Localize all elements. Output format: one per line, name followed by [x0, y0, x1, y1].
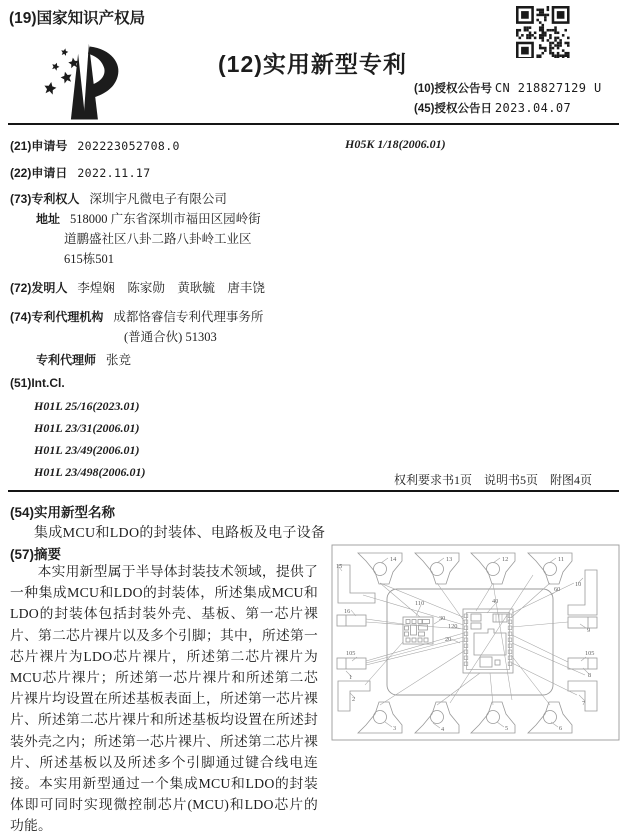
qr-code	[514, 5, 572, 58]
ref-label: 4	[441, 726, 445, 733]
agency-line	[10, 307, 263, 325]
agent-line	[36, 350, 131, 368]
inventors-value: 李煌娴 陈家勋 黄耿毓 唐丰饶	[77, 281, 265, 295]
application-number-line	[10, 137, 180, 154]
ref-label: 20	[445, 636, 452, 643]
intcl-code-1: H01L 25/16(2023.01)	[34, 399, 140, 413]
ref-label: 2	[352, 696, 356, 703]
inventors-line	[10, 278, 265, 296]
ref-label: 15	[336, 563, 343, 570]
ref-label: 110	[415, 600, 425, 607]
document-type-title: (12)实用新型专利	[218, 51, 407, 77]
patentee-value: 深圳宇凡微电子有限公司	[89, 192, 227, 206]
patentee-line	[10, 189, 227, 207]
ref-label: 7	[582, 700, 586, 707]
lead-pins	[337, 553, 597, 733]
office-name: (19)国家知识产权局	[9, 10, 146, 27]
ipc-main-code: H05K 1/18(2006.01)	[345, 137, 446, 151]
ref-label: 6	[559, 725, 563, 732]
address-line-2: 道鹏盛社区八卦二路八卦岭工业区	[64, 232, 252, 246]
app-date-label: (22)申请日	[10, 166, 68, 180]
ref-label: 3	[393, 725, 397, 732]
ref-label: 12	[502, 556, 509, 563]
ref-label: 9	[587, 627, 591, 634]
patent-figure	[330, 543, 621, 742]
publication-number-line	[414, 80, 602, 96]
intcl-code-2: H01L 23/31(2006.01)	[34, 421, 140, 435]
title-section-label: (54)实用新型名称	[10, 505, 116, 520]
ref-label: 105	[346, 650, 356, 657]
ldo-die	[403, 617, 433, 644]
ref-label: 16	[344, 608, 351, 615]
section-divider	[8, 490, 619, 492]
ref-label: 1	[349, 674, 353, 681]
agency-label: (74)专利代理机构	[10, 310, 104, 324]
inventors-label: (72)发明人	[10, 281, 68, 295]
package-outline	[332, 545, 619, 740]
ref-label: 40	[492, 598, 499, 605]
agency-value: 成都恪睿信专利代理事务所	[113, 310, 264, 324]
app-date-value: 2022.11.17	[77, 166, 151, 180]
pub-date-value: 2023.04.07	[494, 101, 572, 115]
ref-label: 10	[575, 581, 582, 588]
ref-label: 8	[588, 672, 592, 679]
ref-label: 11	[558, 556, 565, 563]
ref-label: 105	[585, 650, 595, 657]
abstract-section-label: (57)摘要	[10, 547, 62, 562]
pub-no-label: (10)授权公告号	[414, 83, 492, 95]
ref-label: 5	[505, 725, 509, 732]
ref-label: 60	[554, 586, 561, 593]
address-value-1: 518000 广东省深圳市福田区园岭街	[70, 212, 261, 226]
app-no-value: 202223052708.0	[77, 139, 180, 153]
intcl-label: (51)Int.Cl.	[10, 376, 65, 390]
pub-no-value: CN 218827129 U	[494, 81, 602, 95]
address-label: 地址	[36, 212, 61, 226]
application-date-line	[10, 164, 151, 181]
utility-model-title: 集成MCU和LDO的封装体、电路板及电子设备	[34, 526, 326, 541]
app-no-label: (21)申请号	[10, 139, 68, 153]
pub-date-label: (45)授权公告日	[414, 103, 492, 115]
mcu-die	[463, 609, 513, 673]
ref-label: 30	[439, 615, 446, 622]
cnipa-logo-icon	[34, 40, 124, 126]
agent-label: 专利代理师	[36, 353, 97, 367]
pages-info: 权利要求书1页 说明书5页 附图4页	[393, 473, 592, 487]
figure-reference-numerals	[336, 556, 594, 733]
agent-value: 张竞	[106, 353, 132, 367]
abstract-text: 本实用新型属于半导体封装技术领域，提供了一种集成MCU和LDO的封装体，所述集成MCU和LDO的封装体包括封装外壳、基板、第一芯片裸片、第二芯片裸片以及多个引脚；其中，所述第一芯片裸片为LDO芯片裸片，所述第二芯片裸片为MCU芯片裸片；所述第一芯片裸片和所述第二芯片裸片均设置在所述基板表面上，所述第一芯片裸片、所述第二芯片裸片和所述基板均设置在所述封装外壳之内；所述第一芯片裸片、所述第二芯片裸片、所述基板以及所述多个引脚通过键合线电连接。本实用新型通过一个集成MCU和LDO的封装体即可同时实现微控制芯片(MCU)和LDO芯片的功能。	[10, 564, 318, 834]
header-divider	[8, 123, 619, 125]
ref-label: 13	[446, 556, 453, 563]
address-line-1	[36, 209, 261, 227]
ref-label: 120	[448, 623, 458, 630]
intcl-code-4: H01L 23/498(2006.01)	[34, 465, 146, 479]
agency-line-2: (普通合伙) 51303	[124, 330, 217, 344]
publication-date-line	[414, 100, 571, 116]
patentee-label: (73)专利权人	[10, 192, 80, 206]
intcl-code-3: H01L 23/49(2006.01)	[34, 443, 140, 457]
address-line-3: 615栋501	[64, 252, 115, 266]
ref-label: 14	[390, 556, 397, 563]
